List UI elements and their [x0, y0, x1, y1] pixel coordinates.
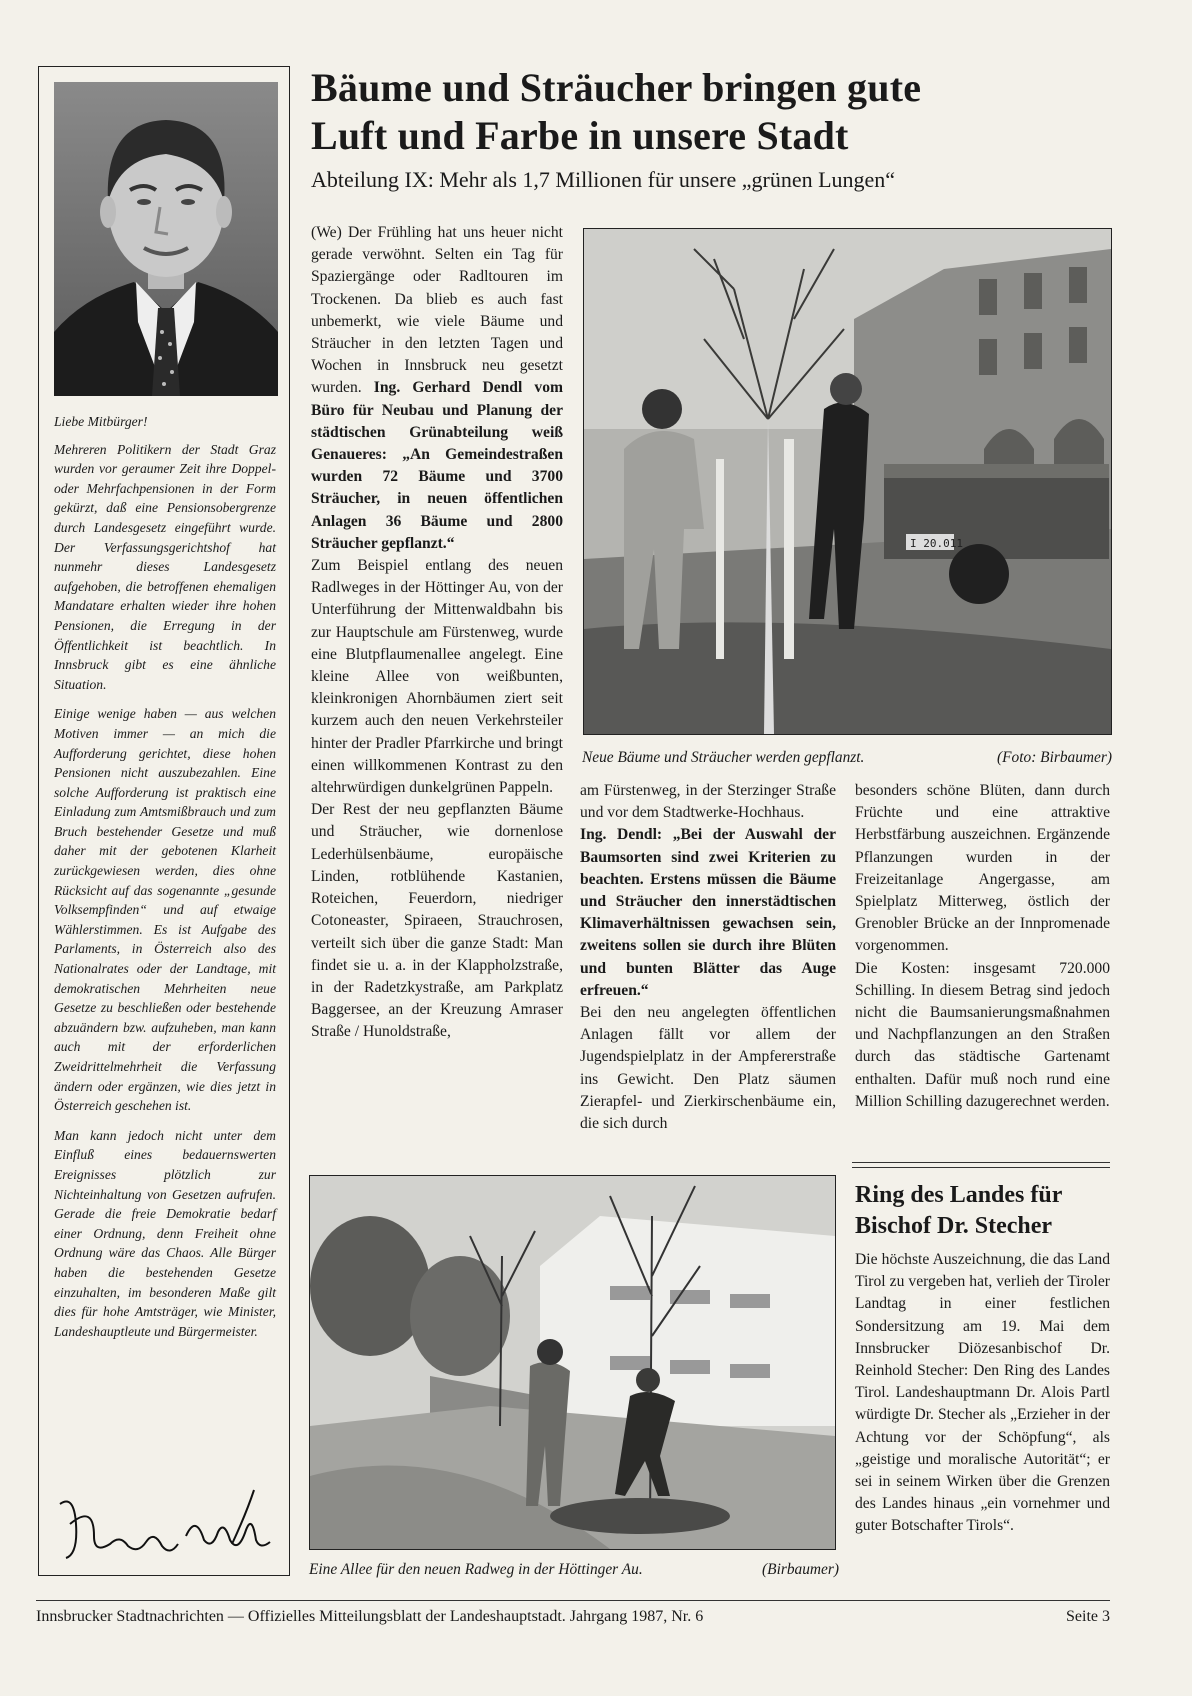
page-number: Seite 3	[1066, 1608, 1110, 1625]
article-column-1	[311, 222, 563, 1044]
box-article-title	[855, 1180, 1110, 1242]
mayor-signature	[54, 1484, 276, 1564]
letter-paragraph-1: Mehreren Politikern der Stadt Graz wurden vor geraumer Zeit ihre Doppel- oder Mehrfachpensionen in der Form gekürzt, daß eine Pensionsobergrenze durch Landesgesetz eingeführt wurde. Der Verfassungsgerichtshof hat nunmehr dieses Landesgesetz aufgehoben, die betroffenen ehemaligen Mandatare erhalten wieder ihre hohen Pensionen, die Erregung in der Öffentlichkeit ist beachtlich. In Innsbruck gibt es eine ähnliche Situation.	[54, 441, 276, 692]
col1-paragraph-2: Zum Beispiel entlang des neuen Radlweges in der Höttinger Au, von der Unterführung der Mittenwaldbahn bis zur Hauptschule am Fürstenweg, wurde eine Blutpflaumenallee angelegt. Eine kleine Allee von weißbunten, kleinkronigen Ahornbäumen ziert seit kurzem auch den neuen Verkehrsteiler hinter der Pradler Pfarrkirche und bringt einen willkommenen Kontrast zu den altehrwürdigen dunkelgrünen Pappeln.	[311, 557, 563, 797]
letter-paragraph-3: Man kann jedoch nicht unter dem Einfluß eines bedauernswerten Ereignisses plötzlich zur Nichteinhaltung von Gesetzen aufrufen. Gerade die freie Demokratie bedarf einer Ordnung, denn Freiheit ohne Ordnung wäre das Chaos. Alle Bürger haben die bestehenden Gesetze einzuhalten, im besonderen Maße gilt dies für hohe Amtsträger, wie Minister, Landeshauptleute und Bürgermeister.	[54, 1127, 276, 1339]
box-title-line-1: Ring des Landes für	[855, 1182, 1063, 1208]
footer-rule	[36, 1600, 1110, 1601]
box-article-text: Die höchste Auszeichnung, die das Land Tirol zu vergeben hat, verlieh der Tiroler Landtag in einer festlichen Sondersitzung am 19. Mai dem Innsbrucker Diözesanbischof Dr. Reinhold Stecher: Den Ring des Landes Tirol. Landeshauptmann Dr. Alois Partl würdigte Dr. Stecher als „Erzieher in der Achtung vor der Schöpfung“, als „geistige und moralische Autorität“; er sei in seinem Wirken über die Grenzen des Landes hinaus „ein vornehmer und guter Botschafter Tirols“.	[855, 1251, 1110, 1535]
mayor-portrait-photo	[54, 82, 278, 396]
tree-planting-photo	[583, 228, 1112, 735]
photo1-caption	[582, 748, 1112, 768]
headline-line-2: Luft und Farbe in unsere Stadt	[311, 113, 849, 158]
col3-paragraph-1: besonders schöne Blüten, dann durch Früchte und eine attraktive Herbstfärbung auszeichnen. Ergänzende Pflanzungen wurden in der Freizeitanlage Angergasse, am Spielplatz Mitterweg, östlich der Grenobler Brücke an der Innpromenade vorgenommen.	[855, 782, 1110, 955]
article-subheadline: Abteilung IX: Mehr als 1,7 Millionen für unsere „grünen Lungen“	[311, 167, 896, 192]
truck-plate: I 20.011	[910, 537, 963, 550]
bike-path-alley-photo	[309, 1175, 836, 1550]
box-divider-rule	[852, 1162, 1110, 1168]
article-column-3	[855, 780, 1110, 1113]
col2-paragraph-1: am Fürstenweg, in der Sterzinger Straße und vor dem Stadtwerke-Hochhaus.	[580, 782, 836, 822]
photo2-credit: (Birbaumer)	[762, 1561, 839, 1578]
col1-paragraph-1: (We) Der Frühling hat uns heuer nicht gerade verwöhnt. Selten ein Tag für Spaziergänge oder Radltouren im Trockenen. Da blieb es auch fast unbemerkt, wie viele Bäume und Sträucher in den letzten Tagen und Wochen in Innsbruck neu gesetzt wurden. Ing. Gerhard Dendl vom Büro für Neubau und Planung der städtischen Grünabteilung weiß Genaueres: „An Gemeindestraßen wurden 72 Bäume und 3700 Sträucher, in neuen öffentlichen Anlagen 36 Bäume und 2800 Sträucher gepflanzt.“	[311, 224, 563, 552]
headline-line-1: Bäume und Sträucher bringen gute	[311, 65, 922, 110]
col1-paragraph-3: Der Rest der neu gepflanzten Bäume und Sträucher, wie dornenlose Lederhülsenbäume, europäische Linden, rotblühende Kastanien, Roteichen, Feuerdorn, niedriger Cotoneaster, Spiraeen, Strauchrosen, verteilt sich über die ganze Stadt: Man findet sie u. a. in der Klappholzstraße, in der Radetzkystraße, am Parkplatz Baggersee, an der Kreuzung Amraser Straße / Hunoldstraße,	[311, 801, 563, 1041]
photo1-credit: (Foto: Birbaumer)	[997, 749, 1112, 766]
article-column-2	[580, 780, 836, 1135]
col2-paragraph-2: Ing. Dendl: „Bei der Auswahl der Baumsorten sind zwei Kriterien zu beachten. Erstens müssen die Bäume und Sträucher den innerstädtischen Klimaverhältnissen gewachsen sein, zweitens sollen sie durch ihre Blüten und bunten Blätter das Auge erfreuen.“	[580, 826, 836, 999]
photo2-caption-text: Eine Allee für den neuen Radweg in der Höttinger Au.	[309, 1561, 643, 1578]
photo2-caption	[309, 1560, 839, 1580]
box-title-line-2: Bischof Dr. Stecher	[855, 1213, 1053, 1239]
letter-salutation: Liebe Mitbürger!	[54, 414, 148, 429]
article-headline	[311, 64, 1111, 160]
letter-paragraph-2: Einige wenige haben — aus welchen Motiven immer — an mich die Aufforderung gerichtet, diese hohen Pensionen nicht auszubezahlen. Eine solche Aufforderung ist praktisch eine Einladung zum Amtsmißbrauch und zum Bruch bestehender Gesetze und muß daher mit der gebotenen Klarheit zurückgewiesen werden, dies ohne Rücksicht auf das sogenannte „gesunde Volksempfinden“ und auf etwaige Wählerstimmen. Es ist Aufgabe des Parlaments, in Österreich also des Nationalrates oder der Landtage, mit demokratischen Mehrheiten neue Gesetze zu beschließen oder bestehende abzuändern bzw. aufzuheben, man kann auch mit der erforderlichen Zweidrittelmehrheit die Verfassung ändern oder ergänzen, wie dies jetzt in Österreich geschehen ist.	[54, 706, 276, 1114]
footer-publication-line: Innsbrucker Stadtnachrichten — Offizielles Mitteilungsblatt der Landeshauptstadt. Jahrgang 1987, Nr. 6	[36, 1608, 704, 1625]
col3-paragraph-2: Die Kosten: insgesamt 720.000 Schilling. In diesem Betrag sind jedoch nicht die Baumsanierungsmaßnahmen und Nachpflanzungen an den Straßen durch das städtische Gartenamt enthalten. Dafür muß noch rund eine Million Schilling dazugerechnet werden.	[855, 959, 1110, 1110]
photo1-caption-text: Neue Bäume und Sträucher werden gepflanzt.	[582, 749, 865, 766]
mayor-letter	[54, 412, 276, 1351]
col2-paragraph-3: Bei den neu angelegten öffentlichen Anlagen fällt vor allem der Jugendspielplatz in der Ampfererstraße ins Gewicht. Den Platz säumen Zierapfel- und Zierkirschenbäume ein, die sich durch	[580, 1004, 836, 1133]
